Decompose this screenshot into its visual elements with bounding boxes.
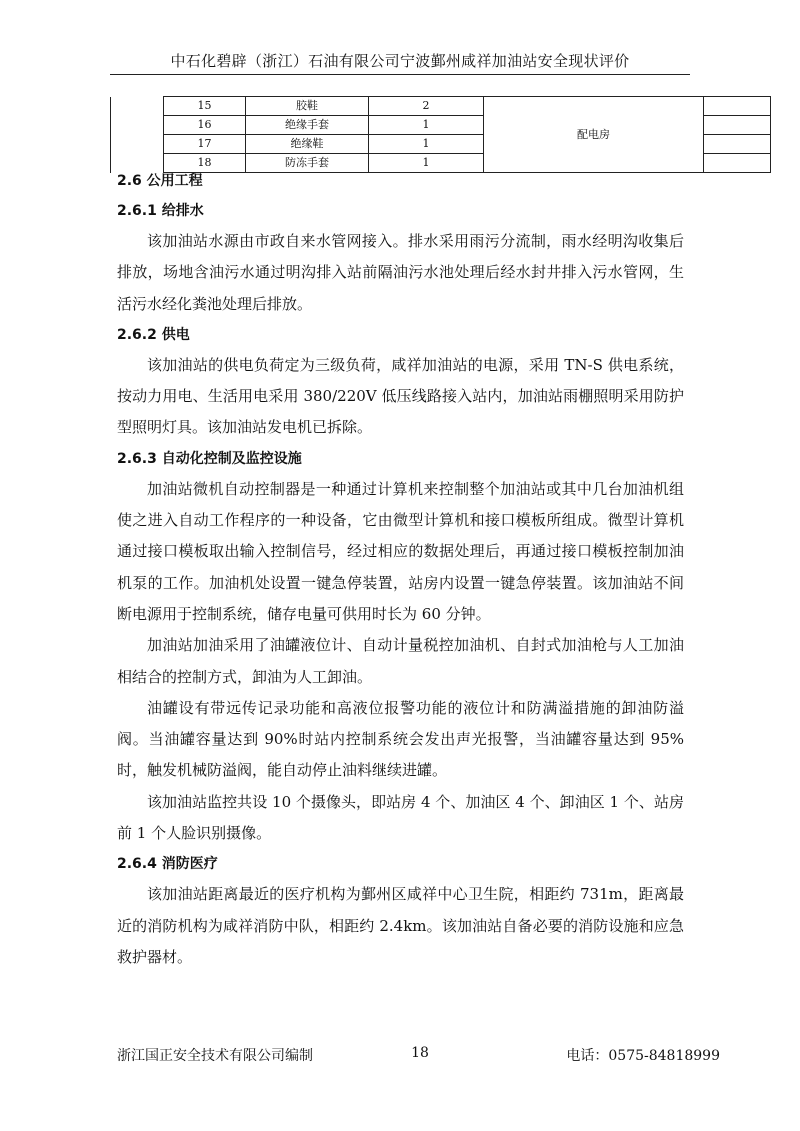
table-cell-remark: [704, 135, 771, 154]
table-cell-no: 18: [164, 154, 246, 173]
table-cell-remark: [704, 116, 771, 135]
paragraph-control-4: 该加油站监控共设 10 个摄像头，即站房 4 个、加油区 4 个、卸油区 1 个、站房前 1 个人脸识别摄像。: [117, 792, 684, 843]
table-cell-blank: [111, 135, 164, 154]
paragraph-fire-medical: 该加油站距离最近的医疗机构为鄞州区咸祥中心卫生院，相距约 731m，距离最近的消防机构为咸祥消防中队，相距约 2.4km。该加油站自备必要的消防设施和应急救护器材。: [117, 885, 684, 966]
table-cell-remark: [704, 154, 771, 173]
section-heading-2-6-3: 2.6.3 自动化控制及监控设施: [117, 450, 302, 467]
table-cell-blank: [111, 116, 164, 135]
section-heading-2-6: 2.6 公用工程: [117, 173, 203, 189]
table-cell-qty: 1: [369, 135, 484, 154]
paragraph-control-2: 加油站加油采用了油罐液位计、自动计量税控加油机、自封式加油枪与人工加油相结合的控制方式，卸油为人工卸油。: [117, 636, 684, 686]
paragraph-control-3: 油罐设有带远传记录功能和高液位报警功能的液位计和防满溢措施的卸油防溢阀。当油罐容量达到 90%时站内控制系统会发出声光报警，当油罐容量达到 95%时，触发机械防溢阀，能自动停止油料继续进罐。: [117, 698, 684, 780]
table-cell-name: 胶鞋: [246, 97, 369, 116]
footer-company: 浙江国正安全技术有限公司编制: [117, 1048, 313, 1064]
section-heading-2-6-4: 2.6.4 消防医疗: [117, 856, 218, 873]
table-cell-no: 16: [164, 116, 246, 135]
table-cell-no: 15: [164, 97, 246, 116]
table-cell-name: 防冻手套: [246, 154, 369, 173]
section-heading-2-6-2: 2.6.2 供电: [117, 326, 190, 343]
table-cell-name: 绝缘手套: [246, 116, 369, 135]
table-cell-qty: 1: [369, 116, 484, 135]
table-row: [111, 97, 771, 116]
section-heading-2-6-1: 2.6.1 给排水: [117, 203, 204, 219]
table-cell-blank: [111, 97, 164, 116]
table-cell-name: 绝缘鞋: [246, 135, 369, 154]
table-cell-no: 17: [164, 135, 246, 154]
equipment-table: [110, 96, 771, 173]
table-cell-qty: 1: [369, 154, 484, 173]
table-cell-qty: 2: [369, 97, 484, 116]
table-cell-location: 配电房: [484, 97, 704, 173]
header-rule: [110, 74, 690, 75]
footer-page-number: 18: [411, 1045, 429, 1061]
paragraph-water: 该加油站水源由市政自来水管网接入。排水采用雨污分流制，雨水经明沟收集后排放，场地含油污水通过明沟排入站前隔油污水池处理后经水封井排入污水管网，生活污水经化粪池处理后排放。: [117, 232, 684, 313]
paragraph-control-1: 加油站微机自动控制器是一种通过计算机来控制整个加油站或其中几台加油机组使之进入自动工作程序的一种设备，它由微型计算机和接口模板所组成。微型计算机通过接口模板取出输入控制信号，经过相应的数据处理后，再通过接口模板控制加油机泵的工作。加油机处设置一键急停装置，站房内设置一键急停装置。该加油站不间断电源用于控制系统，储存电量可供用时长为 60 分钟。: [117, 479, 684, 623]
page-header-title: 中石化碧辟（浙江）石油有限公司宁波鄞州咸祥加油站安全现状评价: [170, 52, 630, 70]
footer-phone: 电话：0575-84818999: [566, 1048, 720, 1064]
paragraph-power: 该加油站的供电负荷定为三级负荷，咸祥加油站的电源，采用 TN-S 供电系统，按动力用电、生活用电采用 380/220V 低压线路接入站内，加油站雨棚照明采用防护型照明灯具。该加油站发电机已拆除。: [117, 355, 684, 437]
document-body: [117, 166, 684, 973]
table-cell-remark: [704, 97, 771, 116]
